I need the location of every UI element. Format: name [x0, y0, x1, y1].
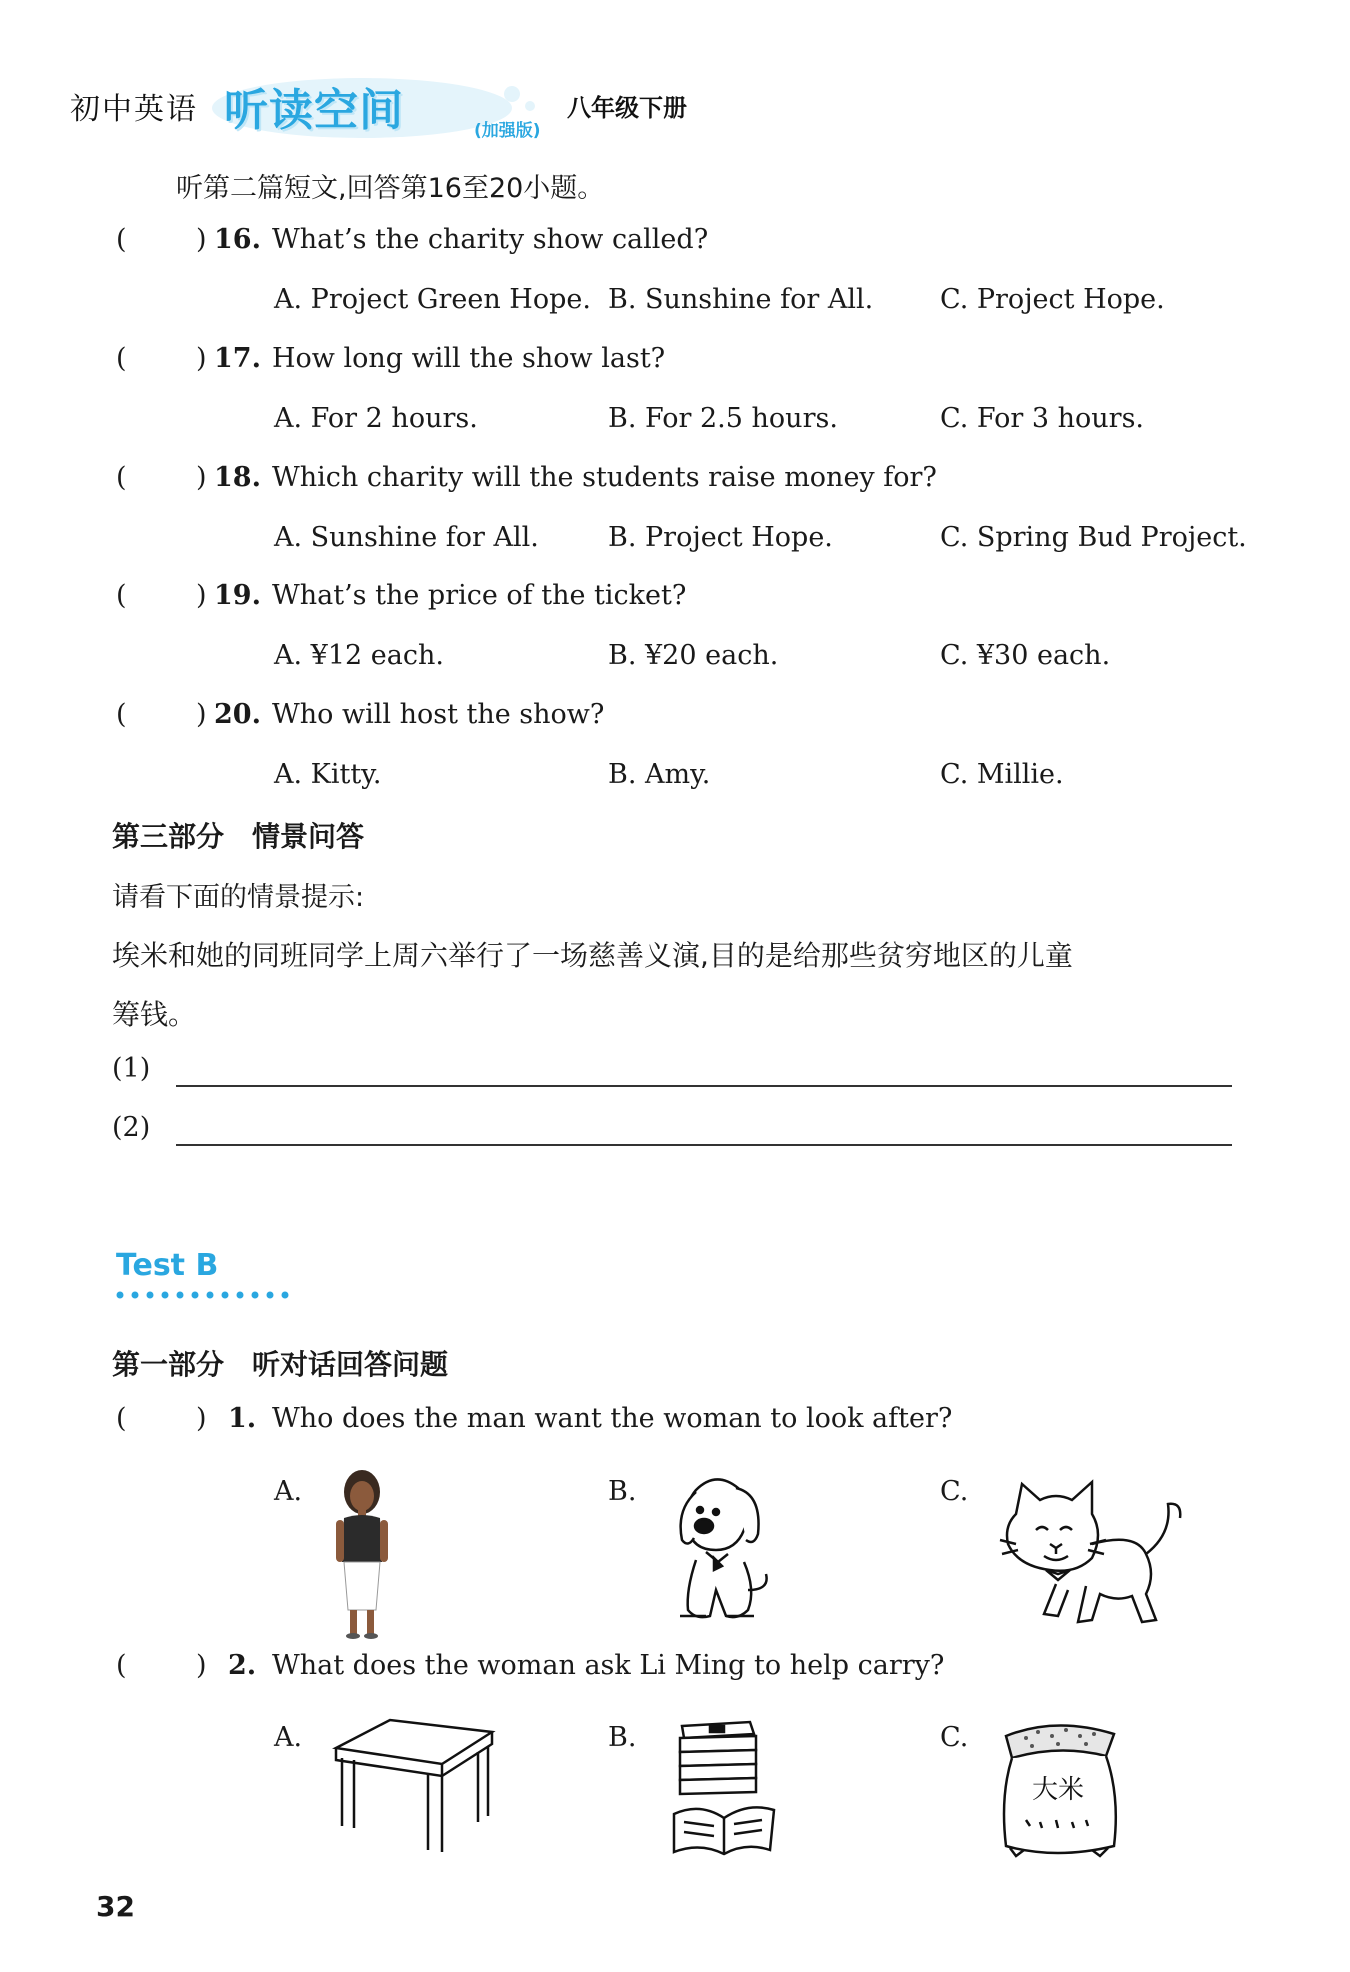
question-number: 1. [228, 1403, 257, 1434]
option-b: B. Amy. [608, 759, 711, 790]
series-logo [212, 72, 552, 142]
option-c: C. For 3 hours. [940, 403, 1145, 434]
option-a-label: A. [274, 1722, 303, 1753]
question-number: 18. [214, 462, 261, 493]
option-b-label: B. [608, 1722, 637, 1753]
option-b: B. ¥20 each. [608, 640, 779, 671]
option-b: B. For 2.5 hours. [608, 403, 838, 434]
answer-paren-close: ) [196, 224, 207, 255]
title-dotted-underline [116, 1290, 296, 1300]
table-picture [332, 1718, 496, 1856]
question-number: 16. [214, 224, 261, 255]
option-c-label: C. [940, 1722, 969, 1753]
option-c: C. Project Hope. [940, 284, 1165, 315]
question-number: 20. [214, 699, 261, 730]
test-b-title: Test B [116, 1248, 219, 1283]
answer-paren-close: ) [196, 343, 207, 374]
answer-paren-open: ( [116, 1403, 127, 1434]
rice-bag-label: 大米 [1031, 1775, 1085, 1805]
question-number: 17. [214, 343, 261, 374]
answer-paren-open: ( [116, 343, 127, 374]
cat-picture [996, 1474, 1186, 1634]
part3-prompt: 请看下面的情景提示: [112, 882, 365, 913]
question-text: Who does the man want the woman to look after? [272, 1403, 953, 1434]
girl-picture [326, 1470, 398, 1642]
option-b: B. Sunshine for All. [608, 284, 874, 315]
section-instruction: 听第二篇短文,回答第16至20小题。 [176, 173, 605, 204]
brand-title: 初中英语 [70, 92, 198, 127]
dog-picture [666, 1470, 776, 1626]
option-a: A. For 2 hours. [274, 403, 478, 434]
question-number: 19. [214, 580, 261, 611]
answer-paren-close: ) [196, 1650, 207, 1681]
answer-line-2[interactable] [176, 1144, 1232, 1146]
rice-bag-picture [996, 1716, 1122, 1860]
option-a: A. Kitty. [274, 759, 382, 790]
scene-description-line2: 筹钱。 [112, 998, 197, 1031]
scene-description-line1: 埃米和她的同班同学上周六举行了一场慈善义演,目的是给那些贫穷地区的儿童 [112, 939, 1073, 972]
option-a: A. Project Green Hope. [274, 284, 591, 315]
answer-paren-open: ( [116, 224, 127, 255]
answer-paren-open: ( [116, 462, 127, 493]
blank-label-2: (2) [112, 1112, 151, 1143]
page-header [62, 72, 702, 142]
answer-paren-close: ) [196, 1403, 207, 1434]
logo-subtitle: (加强版) [474, 121, 541, 141]
answer-line-1[interactable] [176, 1085, 1232, 1087]
question-text: How long will the show last? [272, 343, 666, 374]
option-b: B. Project Hope. [608, 522, 833, 553]
option-a-label: A. [274, 1476, 303, 1507]
option-c-label: C. [940, 1476, 969, 1507]
grade-label: 八年级下册 [567, 94, 687, 122]
option-a: A. ¥12 each. [274, 640, 444, 671]
books-picture [670, 1718, 780, 1858]
question-number: 2. [228, 1650, 257, 1681]
logo-text: 听读空间 [224, 85, 404, 136]
option-c: C. Spring Bud Project. [940, 522, 1247, 553]
answer-paren-close: ) [196, 699, 207, 730]
answer-paren-close: ) [196, 580, 207, 611]
option-c: C. ¥30 each. [940, 640, 1111, 671]
option-a: A. Sunshine for All. [274, 522, 539, 553]
blank-label-1: (1) [112, 1053, 151, 1084]
question-text: What’s the price of the ticket? [272, 580, 687, 611]
answer-paren-open: ( [116, 699, 127, 730]
answer-paren-open: ( [116, 1650, 127, 1681]
page-number: 32 [96, 1890, 135, 1923]
test-b-part1-heading: 第一部分 听对话回答问题 [112, 1348, 449, 1381]
question-text: What’s the charity show called? [272, 224, 709, 255]
answer-paren-close: ) [196, 462, 207, 493]
question-text: Which charity will the students raise money for? [272, 462, 937, 493]
option-c: C. Millie. [940, 759, 1064, 790]
option-b-label: B. [608, 1476, 637, 1507]
part3-heading: 第三部分 情景问答 [112, 820, 365, 853]
question-text: Who will host the show? [272, 699, 605, 730]
question-text: What does the woman ask Li Ming to help carry? [272, 1650, 945, 1681]
answer-paren-open: ( [116, 580, 127, 611]
